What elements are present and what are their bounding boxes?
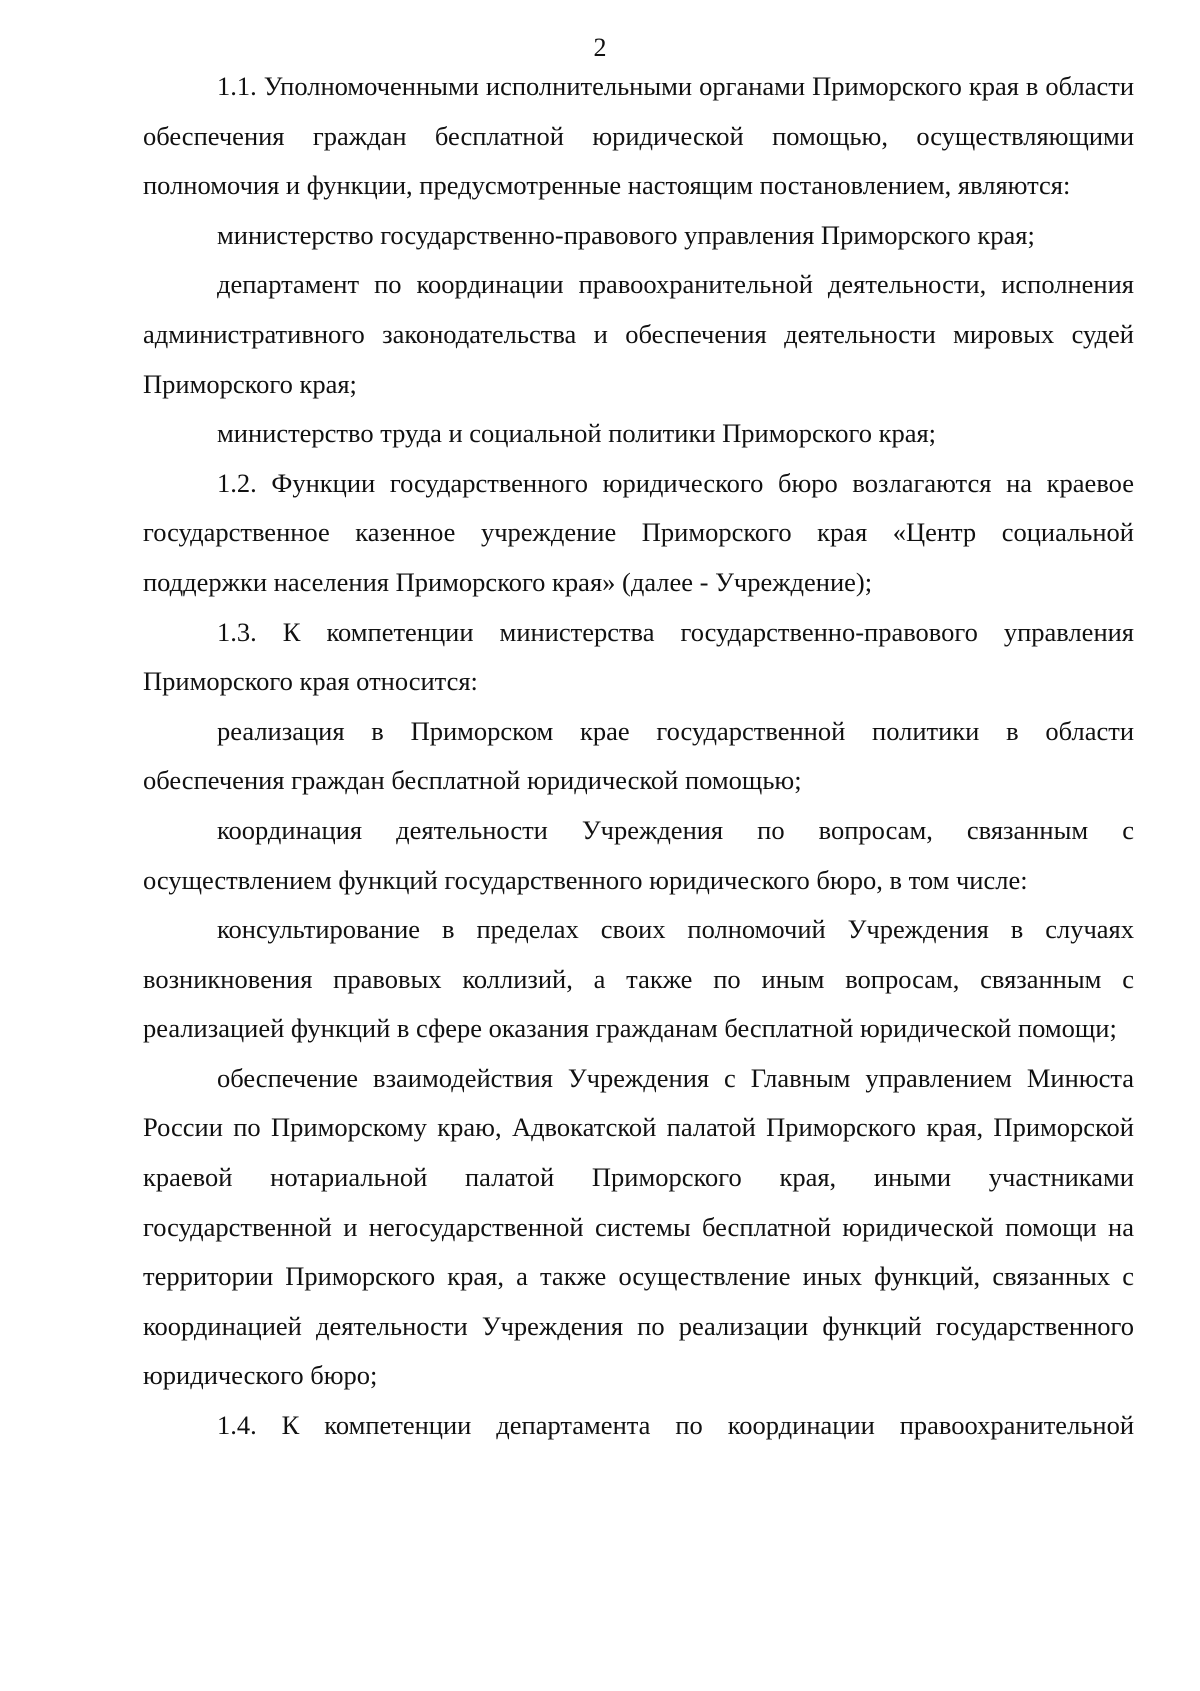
document-body [143, 62, 1134, 1451]
paragraph-consulting: консультирование в пределах своих полномочий Учреждения в случаях возникновения правовых коллизий, а также по иным вопросам, связанным с реализацией функций в сфере оказания гражданам бесплатной юридической помощи; [143, 914, 1134, 1044]
paragraph-1-3: 1.3. К компетенции министерства государственно-правового управления Приморского края относится: [143, 616, 1134, 697]
paragraph-department-coordination: департамент по координации правоохранительной деятельности, исполнения административного законодательства и обеспечения деятельности мировых судей Приморского края; [143, 269, 1134, 399]
paragraph-interaction: обеспечение взаимодействия Учреждения с Главным управлением Минюста России по Приморскому краю, Адвокатской палатой Приморского края, Приморской краевой нотариальной палатой Приморского края, иными участниками государственной и негосударственной системы бесплатной юридической помощи на территории Приморского края, а также осуществление иных функций, связанных с координацией деятельности Учреждения по реализации функций государственного юридического бюро; [143, 1062, 1134, 1391]
paragraph-1-2: 1.2. Функции государственного юридического бюро возлагаются на краевое государственное казенное учреждение Приморского края «Центр социальной поддержки населения Приморского края» (далее - Учреждение); [143, 467, 1134, 597]
paragraph-1-1: 1.1. Уполномоченными исполнительными органами Приморского края в области обеспечения граждан бесплатной юридической помощью, осуществляющими полномочия и функции, предусмотренные настоящим постановлением, являются: [143, 71, 1134, 201]
paragraph-1-4: 1.4. К компетенции департамента по координации правоохранительной [217, 1410, 1134, 1441]
paragraph-ministry-legal: министерство государственно-правового управления Приморского края; [217, 219, 1035, 250]
paragraph-coordination: координация деятельности Учреждения по вопросам, связанным с осуществлением функций государственного юридического бюро, в том числе: [143, 814, 1134, 895]
page-number: 2 [593, 33, 607, 62]
paragraph-ministry-labour: министерство труда и социальной политики Приморского края; [217, 418, 937, 449]
paragraph-state-policy: реализация в Приморском крае государственной политики в области обеспечения граждан бесплатной юридической помощью; [143, 715, 1134, 796]
